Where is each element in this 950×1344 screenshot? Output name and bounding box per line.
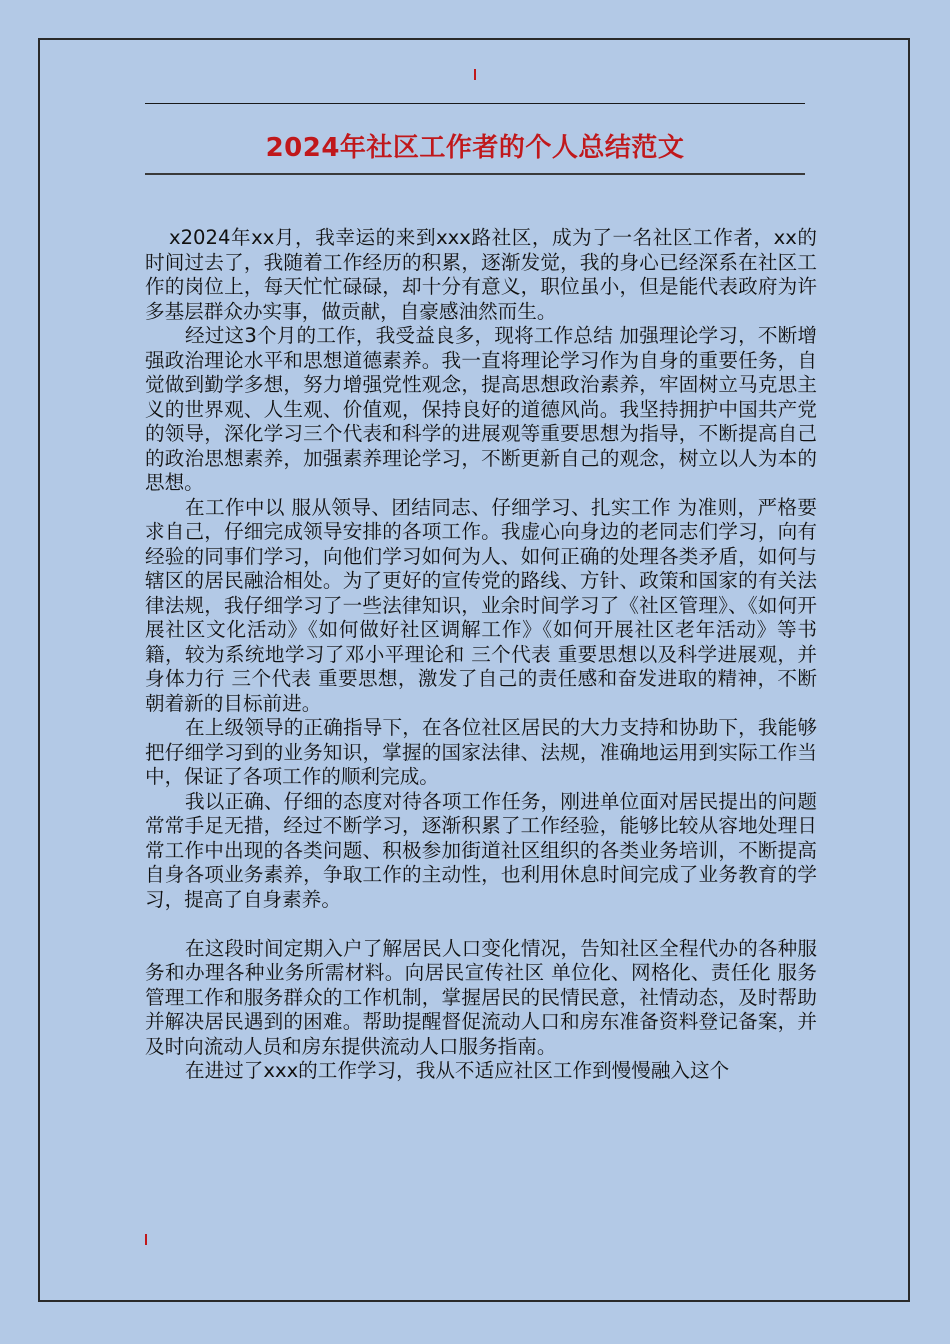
paragraph-work-principles: 在工作中以 服从领导、团结同志、仔细学习、扎实工作 为准则，严格要求自己，仔细完成领导安排的各项工作。我虚心向身边的老同志们学习，向有经验的同事们学习，向他们学习如何为人、如何正确的处理各类矛盾，如何与辖区的居民融洽相处。为了更好的宣传党的路线、方针、政策和国家的有关法律法规，我仔细学习了一些法律知识，业余时间学习了《社区管理》、《如何开展社区文化活动》《如何做好社区调解工作》《如何开展社区老年活动》等书籍，较为系统地学习了邓小平理论和 三个代表 重要思想以及科学进展观，并身体力行 三个代表 重要思想，激发了自己的责任感和奋发进取的精神，不断朝着新的目标前进。 — [145, 495, 817, 715]
paragraph-guidance: 在上级领导的正确指导下，在各位社区居民的大力支持和协助下，我能够把仔细学习到的业务知识，掌握的国家法律、法规，准确地运用到实际工作当中，保证了各项工作的顺利完成。 — [145, 716, 817, 788]
paragraph-attitude: 我以正确、仔细的态度对待各项工作任务，刚进单位面对居民提出的问题常常手足无措，经过不断学习，逐渐积累了工作经验，能够比较从容地处理日常工作中出现的各类问题、积极参加街道社区组织的各类业务培训，不断提高自身各项业务素养，争取工作的主动性，也利用休息时间完成了业务教育的学习，提高了自身素养。 — [145, 789, 817, 911]
footer-mark — [145, 1234, 147, 1245]
header-mark — [474, 69, 476, 80]
document-title: 2024年社区工作者的个人总结范文 — [265, 133, 685, 163]
header-rule — [145, 103, 805, 104]
paragraph-home-visits: 在这段时间定期入户了解居民人口变化情况，告知社区全程代办的各种服务和办理各种业务所需材料。向居民宣传社区 单位化、网格化、责任化 服务管理工作和服务群众的工作机制，掌握居民的民情民意，社情动态，及时帮助并解决居民遇到的困难。帮助提醒督促流动人口和房东准备资料登记备案，并及时向流动人员和房东提供流动人口服务指南。 — [145, 936, 817, 1058]
paragraph-intro: x2024年xx月，我幸运的来到xxx路社区，成为了一名社区工作者，xx的时间过去了，我随着工作经历的积累，逐渐发觉，我的身心已经深系在社区工作的岗位上，每天忙忙碌碌，却十分有意义，职位虽小，但是能代表政府为许多基层群众办实事，做贡献，自豪感油然而生。 — [145, 226, 817, 323]
document-body — [145, 226, 817, 1084]
title-rule — [145, 173, 805, 175]
paragraph-theory-study: 经过这3个月的工作，我受益良多，现将工作总结 加强理论学习，不断增强政治理论水平和思想道德素养。我一直将理论学习作为自身的重要任务，自觉做到勤学多想，努力增强党性观念，提高思想政治素养，牢固树立马克思主义的世界观、人生观、价值观，保持良好的道德风尚。我坚持拥护中国共产党的领导，深化学习三个代表和科学的进展观等重要思想为指导，不断提高自己的政治思想素养，加强素养理论学习，不断更新自己的观念，树立以人为本的思想。 — [145, 324, 817, 494]
paragraph-continuation: 在进过了xxx的工作学习，我从不适应社区工作到慢慢融入这个 — [185, 1059, 730, 1082]
